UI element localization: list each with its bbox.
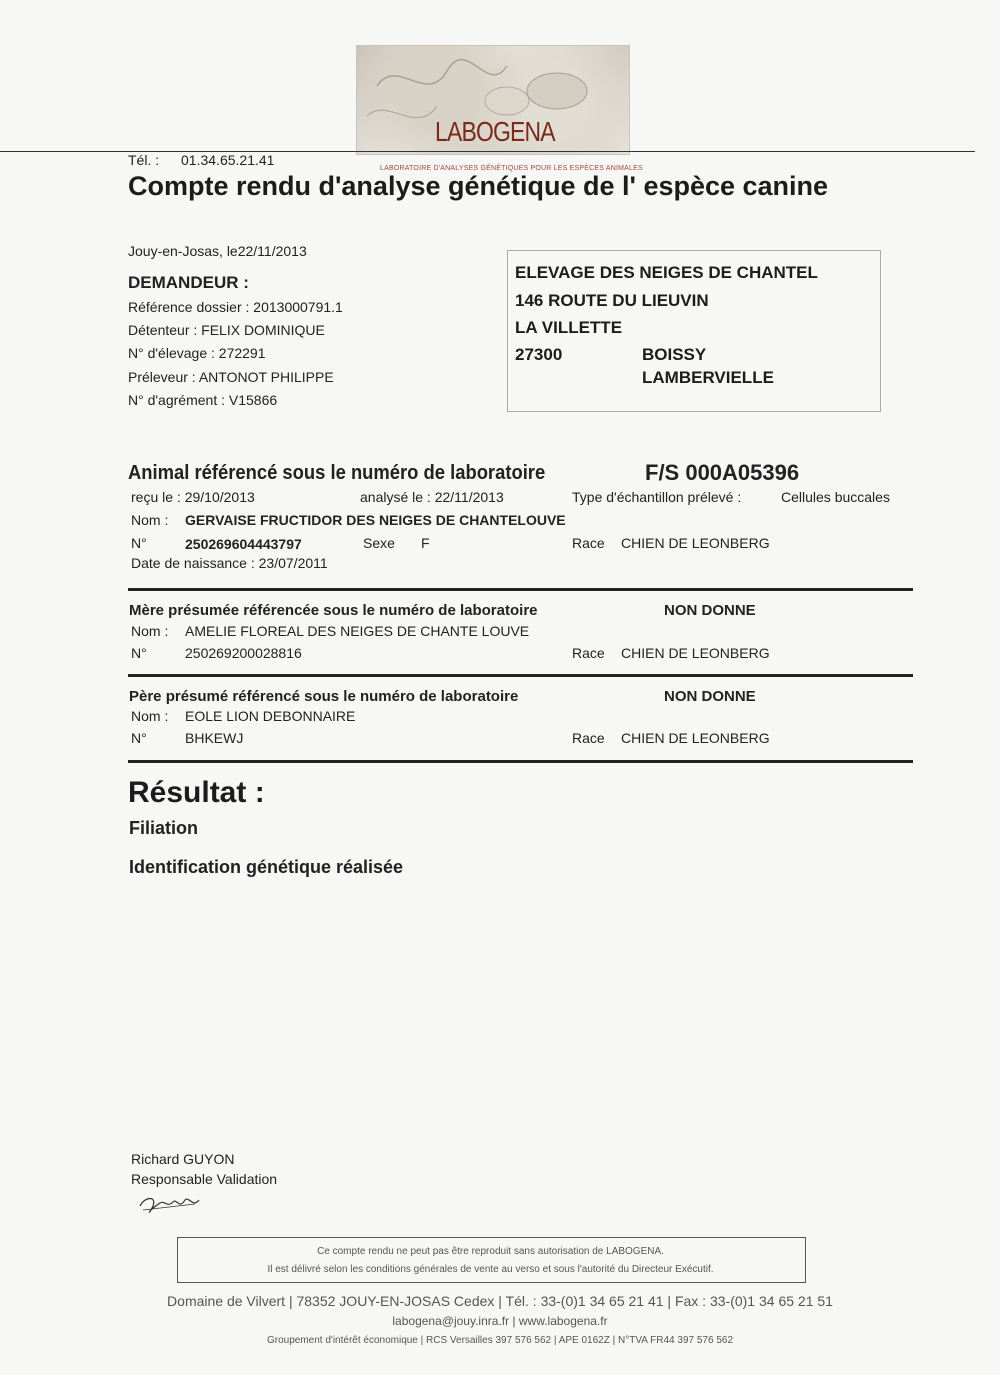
mere-race-value: CHIEN DE LEONBERG bbox=[621, 645, 770, 661]
naissance-value: 23/07/2011 bbox=[258, 555, 328, 571]
address-line1: ELEVAGE DES NEIGES DE CHANTEL bbox=[515, 263, 818, 282]
mere-no-label: N° bbox=[131, 645, 147, 661]
result-title: Résultat : bbox=[128, 776, 265, 809]
recu-label: reçu le : bbox=[131, 489, 181, 505]
notice-line2: Il est délivré selon les conditions générales de vente au verso et sous l'autorité du Directeur Exécutif. bbox=[267, 1264, 714, 1275]
mere-status: NON DONNE bbox=[664, 602, 756, 619]
labogena-logo bbox=[356, 45, 630, 155]
ref-label: Référence dossier : bbox=[128, 299, 250, 315]
footer-legal: Groupement d'intérêt économique | RCS Versailles 397 576 562 | APE 0162Z | N°TVA FR44 397 576 562 bbox=[266, 1335, 733, 1346]
type-value: Cellules buccales bbox=[781, 489, 890, 505]
preleveur-value: ANTONOT PHILIPPE bbox=[198, 369, 334, 385]
address-city2: LAMBERVIELLE bbox=[642, 368, 774, 387]
result-filiation: Filiation bbox=[129, 818, 198, 838]
ref-value: 2013000791.1 bbox=[253, 299, 343, 315]
mere-nom-value: AMELIE FLOREAL DES NEIGES DE CHANTE LOUVE bbox=[185, 623, 530, 639]
pere-no-value: BHKEWJ bbox=[185, 730, 244, 746]
address-line3: LA VILLETTE bbox=[515, 318, 623, 337]
mere-race-label: Race bbox=[572, 645, 605, 661]
ref-dossier-row bbox=[128, 299, 343, 315]
recu-row bbox=[131, 489, 255, 505]
animal-sexe-value: F bbox=[421, 535, 430, 551]
legal-notice-box bbox=[177, 1237, 806, 1283]
detenteur-label: Détenteur : bbox=[128, 322, 198, 338]
pere-heading: Père présumé référencé sous le numéro de laboratoire bbox=[129, 688, 519, 705]
animal-heading: Animal référencé sous le numéro de laboratoire bbox=[128, 462, 546, 484]
document-title: Compte rendu d'analyse génétique de l' espèce canine bbox=[128, 171, 829, 201]
address-postcode: 27300 bbox=[515, 345, 563, 364]
preleveur-row bbox=[128, 369, 334, 385]
place-date: Jouy-en-Josas, le22/11/2013 bbox=[128, 243, 307, 259]
signature-icon bbox=[135, 1188, 215, 1218]
animal-race-value: CHIEN DE LEONBERG bbox=[621, 535, 770, 551]
naissance-label: Date de naissance : bbox=[131, 555, 255, 571]
logo-tagline: LABORATOIRE D'ANALYSES GÉNÉTIQUES POUR LES ESPÈCES ANIMALES bbox=[380, 165, 643, 172]
naissance-row bbox=[131, 555, 328, 571]
mere-heading: Mère présumée référencée sous le numéro de laboratoire bbox=[129, 602, 538, 619]
animal-lab-number: F/S 000A05396 bbox=[645, 460, 800, 485]
tel-number: 01.34.65.21.41 bbox=[181, 152, 275, 168]
pere-nom-label: Nom : bbox=[131, 708, 169, 724]
animal-no-label: N° bbox=[131, 535, 147, 551]
mere-no-value: 250269200028816 bbox=[185, 645, 302, 661]
animal-no-value: 250269604443797 bbox=[185, 536, 302, 552]
detenteur-value: FELIX DOMINIQUE bbox=[201, 322, 325, 338]
mere-nom-label: Nom : bbox=[131, 623, 169, 639]
agrement-row bbox=[128, 392, 277, 408]
elevage-row bbox=[128, 345, 266, 361]
animal-nom-label: Nom : bbox=[131, 512, 169, 528]
recu-value: 29/10/2013 bbox=[184, 489, 255, 505]
animal-sexe-label: Sexe bbox=[363, 535, 395, 551]
logo-wordmark: LABOGENA bbox=[435, 116, 555, 147]
footer-address: Domaine de Vilvert | 78352 JOUY-EN-JOSAS Cedex | Tél. : 33-(0)1 34 65 21 41 | Fax : 33-(0)1 34 65 21 51 bbox=[167, 1293, 833, 1309]
signatory-name: Richard GUYON bbox=[131, 1151, 235, 1167]
preleveur-label: Préleveur : bbox=[128, 369, 196, 385]
pere-race-value: CHIEN DE LEONBERG bbox=[621, 730, 770, 746]
footer-web: labogena@jouy.inra.fr | www.labogena.fr bbox=[392, 1314, 608, 1328]
pere-nom-value: EOLE LION DEBONNAIRE bbox=[185, 708, 356, 724]
section-divider bbox=[128, 674, 913, 677]
analyse-value: 22/11/2013 bbox=[434, 489, 504, 505]
elevage-value: 272291 bbox=[218, 345, 266, 361]
section-divider bbox=[128, 760, 913, 763]
address-city1: BOISSY bbox=[642, 345, 707, 364]
animal-nom-value: GERVAISE FRUCTIDOR DES NEIGES DE CHANTELOUVE bbox=[185, 512, 566, 528]
signatory-role: Responsable Validation bbox=[131, 1171, 278, 1187]
telephone bbox=[128, 152, 274, 168]
result-identification: Identification génétique réalisée bbox=[129, 857, 404, 877]
section-divider bbox=[128, 588, 913, 591]
notice-line1: Ce compte rendu ne peut pas être reproduit sans autorisation de LABOGENA. bbox=[317, 1246, 664, 1257]
type-label: Type d'échantillon prélevé : bbox=[572, 489, 742, 505]
analyse-row bbox=[360, 489, 504, 505]
tel-label: Tél. : bbox=[128, 152, 160, 168]
demandeur-heading: DEMANDEUR : bbox=[128, 273, 249, 292]
pere-race-label: Race bbox=[572, 730, 605, 746]
agrement-label: N° d'agrément : bbox=[128, 392, 225, 408]
animal-race-label: Race bbox=[572, 535, 605, 551]
detenteur-row bbox=[128, 322, 325, 338]
address-line2: 146 ROUTE DU LIEUVIN bbox=[515, 291, 709, 310]
elevage-label: N° d'élevage : bbox=[128, 345, 215, 361]
pere-status: NON DONNE bbox=[664, 688, 756, 705]
analyse-label: analysé le : bbox=[360, 489, 431, 505]
pere-no-label: N° bbox=[131, 730, 147, 746]
agrement-value: V15866 bbox=[228, 392, 278, 408]
